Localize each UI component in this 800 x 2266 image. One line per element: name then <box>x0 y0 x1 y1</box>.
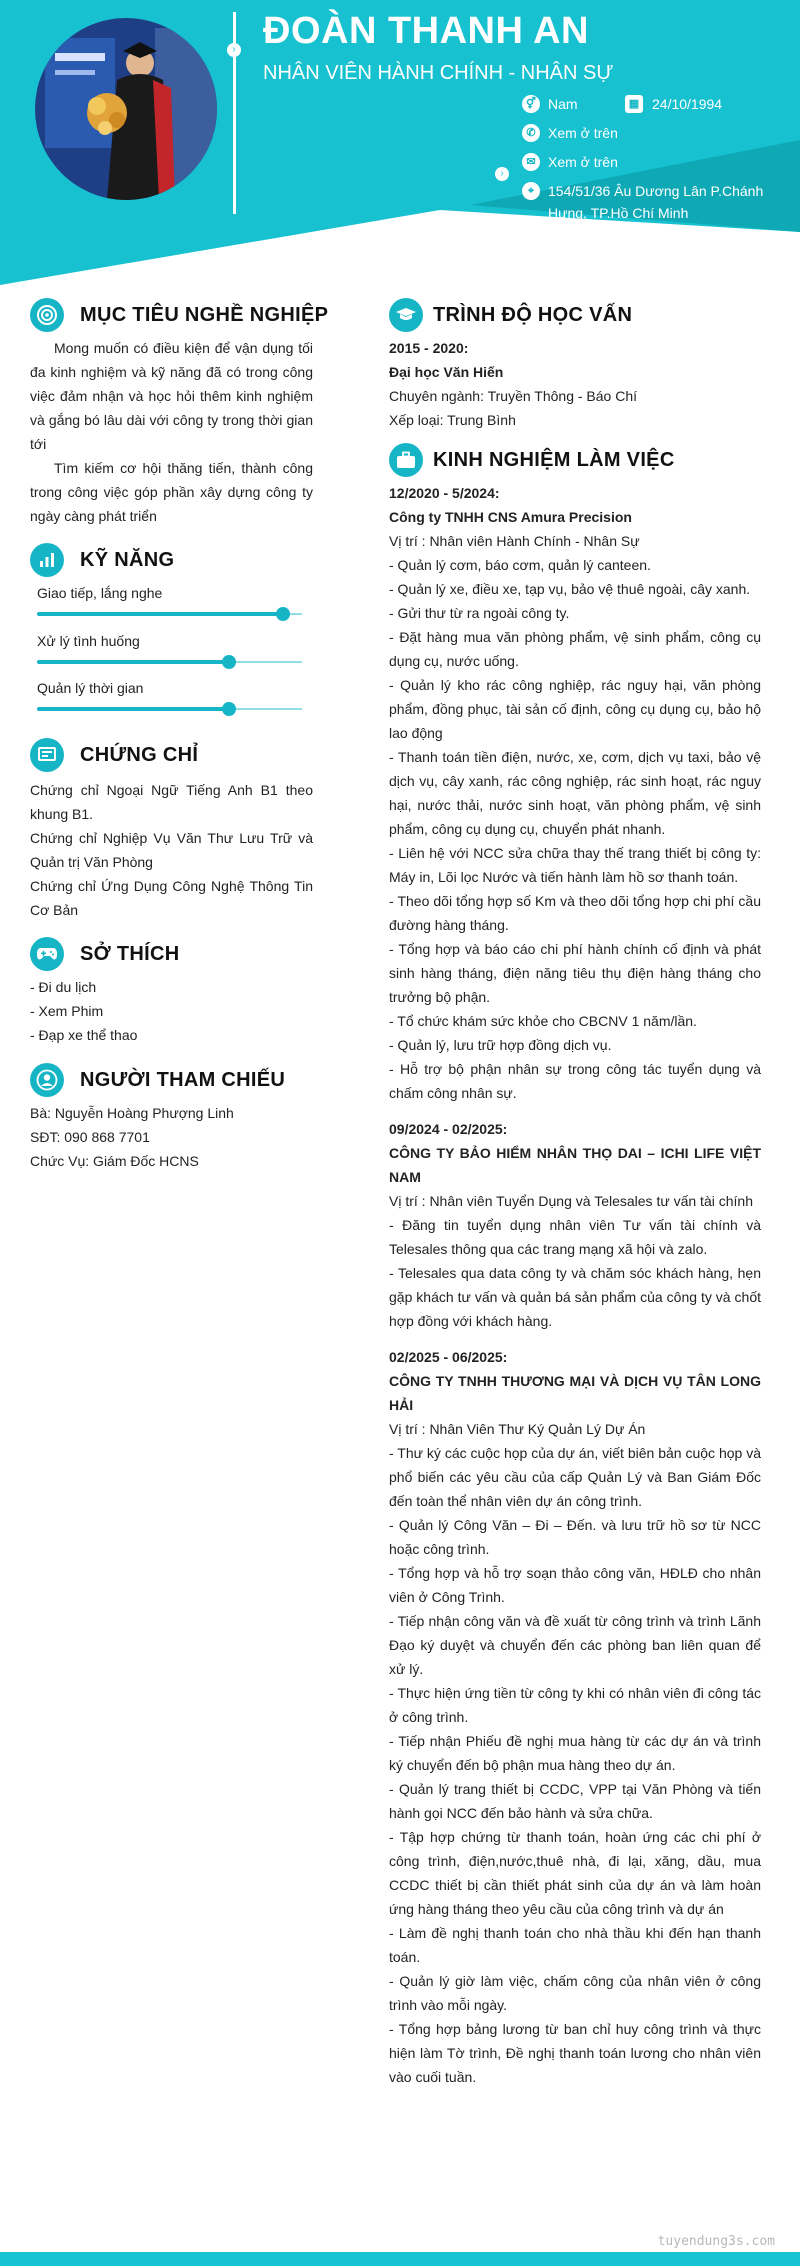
job-duty: - Gửi thư từ ra ngoài công ty. <box>389 605 570 621</box>
job-duty: - Thanh toán tiền điện, nước, xe, cơm, dịch vụ taxi, bảo vệ dịch vụ, cây xanh, rác công nghiệp, rác sinh hoạt, rác nguy hại, nước thải, nước sinh hoạt, văn phòng phẩm, vệ sinh phẩm, công cụ dụng cụ, chuyển phát nhanh. <box>389 749 761 837</box>
certificate-item: Chứng chỉ Ngoại Ngữ Tiếng Anh B1 theo khung B1. <box>30 782 313 822</box>
job-entry <box>389 481 761 1105</box>
reference-title: NGƯỜI THAM CHIẾU <box>80 1068 286 1091</box>
reference-line: SĐT: 090 868 7701 <box>30 1129 150 1145</box>
experience-title: KINH NGHIỆM LÀM VIỆC <box>433 448 675 471</box>
candidate-title: NHÂN VIÊN HÀNH CHÍNH - NHÂN SỰ <box>263 62 614 84</box>
experience-heading <box>389 443 675 477</box>
education-period: 2015 - 2020: <box>389 340 469 356</box>
job-duty: - Theo dõi tổng hợp số Km và theo dõi tổng hợp chi phí cầu đường hàng tháng. <box>389 893 761 933</box>
job-entry <box>389 1117 761 1333</box>
job-role: Vị trí : Nhân viên Hành Chính - Nhân Sự <box>389 533 640 549</box>
job-duty: - Tiếp nhận Phiếu đề nghị mua hàng từ các dự án và trình ký chuyển đến bộ phận mua hàng theo dự án. <box>389 1733 761 1773</box>
job-period: 09/2024 - 02/2025: <box>389 1121 508 1137</box>
skill-fill <box>37 707 229 711</box>
certificate-icon <box>30 738 64 772</box>
certificates-heading <box>30 738 198 772</box>
job-period: 02/2025 - 06/2025: <box>389 1349 508 1365</box>
chevron-right-icon: › <box>495 167 509 181</box>
education-school: Đại học Văn Hiến <box>389 364 504 380</box>
objective-text <box>30 336 313 528</box>
skill-level-knob <box>276 607 290 621</box>
hobby-item: - Đạp xe thể thao <box>30 1027 138 1043</box>
education-title: TRÌNH ĐỘ HỌC VẤN <box>433 303 633 326</box>
education-details <box>389 336 761 432</box>
footer-bar <box>0 2252 800 2266</box>
job-entry <box>389 1345 761 2089</box>
job-duty: - Telesales qua data công ty và chăm sóc khách hàng, hẹn gặp khách tư vấn và quản bá sản phẩm của công ty và chốt hợp đồng với khách hàng. <box>389 1265 761 1329</box>
job-duty: - Quản lý trang thiết bị CCDC, VPP tại Văn Phòng và tiến hành gọi NCC đến bảo hành và sửa chữa. <box>389 1781 761 1821</box>
candidate-name: ĐOÀN THANH AN <box>263 10 589 52</box>
reference-line: Chức Vụ: Giám Đốc HCNS <box>30 1153 199 1169</box>
job-duty: - Tổng hợp và báo cáo chi phí hành chính cố định và phát sinh hàng tháng, điện năng tiêu thụ điện hàng tháng cho trưởng bộ phận. <box>389 941 761 1005</box>
job-duty: - Quản lý kho rác công nghiệp, rác nguy hại, văn phòng phẩm, đồng phục, tài sản cố định, công cụ dụng cụ, bảo hộ lao động <box>389 677 761 741</box>
job-company: CÔNG TY TNHH THƯƠNG MẠI VÀ DỊCH VỤ TÂN LONG HẢI <box>389 1373 761 1413</box>
job-duty: - Quản lý xe, điều xe, tạp vụ, bảo vệ thuê ngoài, cây xanh. <box>389 581 751 597</box>
skill-fill <box>37 612 283 616</box>
job-duty: - Tập hợp chứng từ thanh toán, hoàn ứng các chi phí ở công trình, điện,nước,thuê nhà, đi lại, xăng, dầu, mua CCDC thiết bị cần thiết phát sinh của dự án và làm hoàn ứng hàng tháng theo yêu cầu của công trình và dự án <box>389 1829 761 1917</box>
objective-paragraph: Mong muốn có điều kiện để vận dụng tối đa kinh nghiệm và kỹ năng đã có trong công việc đảm nhận và học hỏi thêm kinh nghiệm và gắng bó lâu dài với công ty trong thời gian tới <box>30 340 313 452</box>
job-duty: - Hỗ trợ bộ phận nhân sự trong công tác tuyển dụng và chấm công nhân sự. <box>389 1061 761 1101</box>
job-duty: - Quản lý Công Văn – Đi – Đến. và lưu trữ hồ sơ từ NCC hoặc công trình. <box>389 1517 761 1557</box>
job-role: Vị trí : Nhân Viên Thư Ký Quản Lý Dự Án <box>389 1421 646 1437</box>
objective-heading <box>30 298 328 332</box>
gamepad-icon <box>30 937 64 971</box>
gender-value: Nam <box>548 96 578 112</box>
location-icon: ⌖ <box>522 182 540 200</box>
certificates-list <box>30 778 313 922</box>
job-duty: - Tổng hợp và hỗ trợ soạn thảo công văn, HĐLĐ cho nhân viên ở Công Trình. <box>389 1565 761 1605</box>
job-duty: - Tổng hợp bảng lương từ ban chỉ huy công trình và thực hiện làm Tờ trình, Đề nghị thanh toán lương cho nhân viên vào cuối tuần. <box>389 2021 761 2085</box>
phone-value: Xem ở trên <box>548 125 618 141</box>
chevron-right-icon: › <box>227 43 241 57</box>
hobbies-list <box>30 975 313 1047</box>
skill-label: Quản lý thời gian <box>37 680 144 696</box>
header <box>0 0 800 285</box>
job-duty: - Tổ chức khám sức khỏe cho CBCNV 1 năm/lần. <box>389 1013 697 1029</box>
phone-icon: ✆ <box>522 124 540 142</box>
hobby-item: - Đi du lịch <box>30 979 97 995</box>
job-duty: - Quản lý giờ làm việc, chấm công của nhân viên ở công trình vào mỗi ngày. <box>389 1973 761 2013</box>
job-duty: - Quản lý, lưu trữ hợp đồng dịch vụ. <box>389 1037 612 1053</box>
skills-heading <box>30 543 174 577</box>
email-icon: ✉ <box>522 153 540 171</box>
job-company: CÔNG TY BẢO HIỂM NHÂN THỌ DAI – ICHI LIFE VIỆT NAM <box>389 1145 761 1185</box>
reference-heading <box>30 1063 285 1097</box>
address-line-2: Hưng, TP.Hồ Chí Minh <box>548 205 689 221</box>
job-duty: - Liên hệ với NCC sửa chữa thay thế trang thiết bị công ty: Máy in, Lõi lọc Nước và tiến hành làm hồ sơ thanh toán. <box>389 845 761 885</box>
calendar-icon: ▦ <box>625 95 643 113</box>
avatar <box>35 18 217 200</box>
hobbies-title: SỞ THÍCH <box>80 942 180 965</box>
reference-line: Bà: Nguyễn Hoàng Phượng Linh <box>30 1105 234 1121</box>
skill-fill <box>37 660 229 664</box>
target-icon <box>30 298 64 332</box>
job-duty: - Thư ký các cuộc họp của dự án, viết biên bản cuộc họp và phổ biến các yêu cầu của cấp Quản Lý và Ban Giám Đốc đến toàn thể nhân viên dự án công trình. <box>389 1445 761 1509</box>
bar-chart-icon <box>30 543 64 577</box>
skills-title: KỸ NĂNG <box>80 548 175 571</box>
briefcase-icon <box>389 443 423 477</box>
graduation-cap-icon <box>389 298 423 332</box>
experience-list <box>389 481 761 2089</box>
job-role: Vị trí : Nhân viên Tuyển Dụng và Telesales tư vấn tài chính <box>389 1193 753 1209</box>
job-duty: - Đăng tin tuyển dụng nhân viên Tư vấn tài chính và Telesales thông qua các trang mạng xã hội và zalo. <box>389 1217 761 1257</box>
job-duty: - Tiếp nhận công văn và đề xuất từ công trình và trình Lãnh Đạo ký duyệt và chuyển đến các phòng ban liên quan để xử lý. <box>389 1613 761 1677</box>
birthday-value: 24/10/1994 <box>652 96 723 112</box>
education-grade: Xếp loại: Trung Bình <box>389 412 516 428</box>
address-line-1: 154/51/36 Âu Dương Lân P.Chánh <box>548 183 764 199</box>
job-duty: - Quản lý cơm, báo cơm, quản lý canteen. <box>389 557 651 573</box>
education-heading <box>389 298 632 332</box>
certificate-item: Chứng chỉ Ứng Dụng Công Nghệ Thông Tin Cơ Bản <box>30 878 313 918</box>
certificates-title: CHỨNG CHỈ <box>80 743 199 766</box>
address-value <box>548 180 788 224</box>
job-period: 12/2020 - 5/2024: <box>389 485 500 501</box>
education-major: Chuyên ngành: Truyền Thông - Báo Chí <box>389 388 638 404</box>
job-duty: - Đặt hàng mua văn phòng phẩm, vệ sinh phẩm, công cụ dụng cụ, nước uống. <box>389 629 761 669</box>
watermark: tuyendung3s.com <box>657 2234 775 2249</box>
hobbies-heading <box>30 937 179 971</box>
certificate-item: Chứng chỉ Nghiệp Vụ Văn Thư Lưu Trữ và Quản trị Văn Phòng <box>30 830 313 870</box>
gender-icon: ⚥ <box>522 95 540 113</box>
hobby-item: - Xem Phim <box>30 1003 104 1019</box>
person-icon <box>30 1063 64 1097</box>
objective-title: MỤC TIÊU NGHỀ NGHIỆP <box>80 303 329 326</box>
job-duty: - Thực hiện ứng tiền từ công ty khi có nhân viên đi công tác ở công trình. <box>389 1685 761 1725</box>
skill-label: Giao tiếp, lắng nghe <box>37 585 163 601</box>
profile-photo <box>35 18 217 200</box>
reference-details <box>30 1101 313 1173</box>
email-value: Xem ở trên <box>548 154 618 170</box>
skill-level-knob <box>222 655 236 669</box>
job-duty: - Làm đề nghị thanh toán cho nhà thầu khi đến hạn thanh toán. <box>389 1925 761 1965</box>
skill-level-knob <box>222 702 236 716</box>
objective-paragraph: Tìm kiếm cơ hội thăng tiến, thành công trong công việc góp phần xây dựng công ty ngày càng phát triển <box>30 460 313 524</box>
job-company: Công ty TNHH CNS Amura Precision <box>389 509 632 525</box>
skill-label: Xử lý tình huống <box>37 633 140 649</box>
